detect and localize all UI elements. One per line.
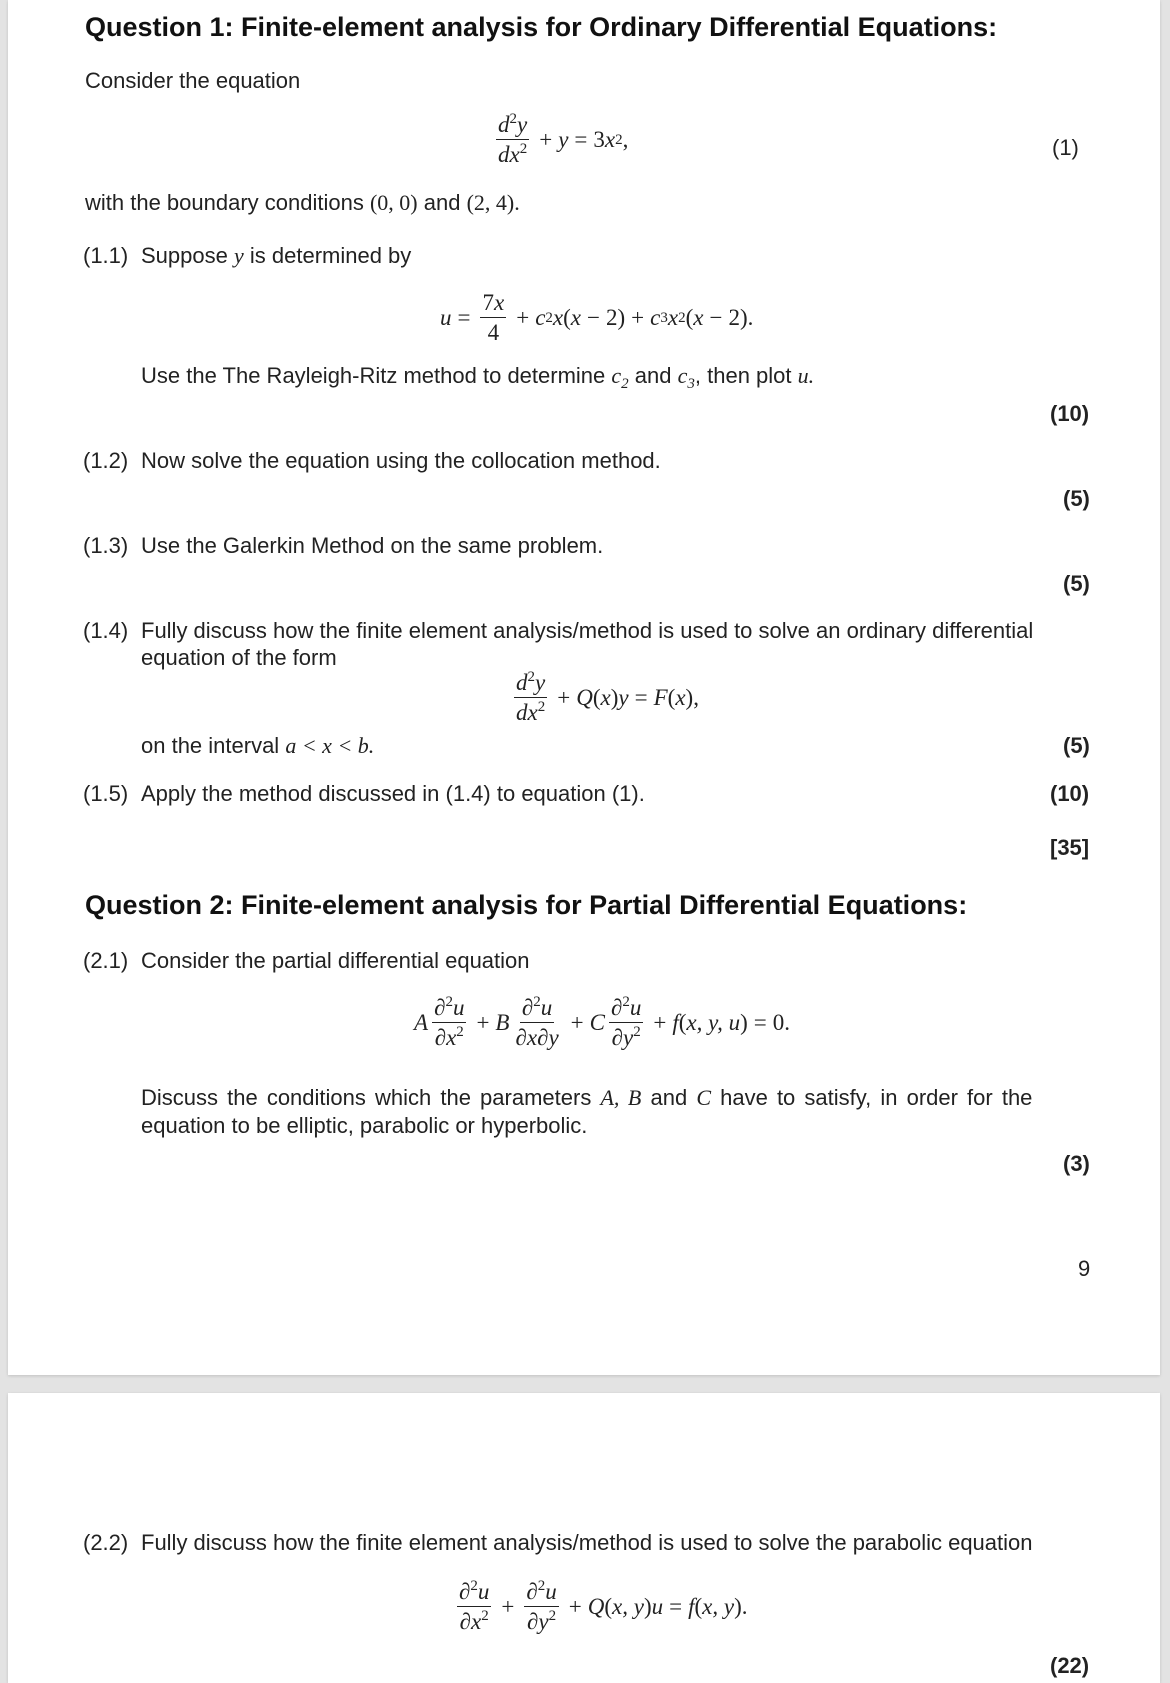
parabolic-equation: $\frac{\partial^2u}{\partial x^2}$ + $\frac{\partial^2u}{\partial y^2}$ + Q ( x, y ) u = f ( x, y ). bbox=[459, 1578, 748, 1635]
part-2-2-label: (2.2) bbox=[83, 1530, 129, 1555]
part-2-2-text: Fully discuss how the finite element analysis/method is used to solve the parabolic equation bbox=[141, 1530, 1033, 1555]
equation-1: $\frac{d^2y}{dx^2}$ + y = 3 x 2 , bbox=[498, 111, 629, 168]
boundary-conditions: with the boundary conditions (0, 0) and (2, 4). bbox=[85, 190, 520, 215]
part-1-4-interval: on the interval a < x < b. bbox=[141, 733, 375, 758]
page-2 bbox=[8, 1393, 1160, 1683]
part-2-1-discuss-line2: equation to be elliptic, parabolic or hyperbolic. bbox=[141, 1113, 588, 1138]
part-1-4-line2: equation of the form bbox=[141, 645, 337, 670]
frac-d2y-dx2-general: $\frac{d^2y}{dx^2}$ bbox=[516, 669, 546, 726]
pde-equation: A $\frac{\partial^2u}{\partial x^2}$ + B $\frac{\partial^2u}{\partial x\partial y}$ + C $\frac{\partial^2u}{\partial y^2}$ + f ( x, y, u ) = 0. bbox=[414, 994, 790, 1051]
part-2-1-marks: (3) bbox=[1063, 1151, 1090, 1176]
page-number: 9 bbox=[1078, 1256, 1091, 1281]
question-1-total: [35] bbox=[1050, 835, 1090, 860]
trial-function-equation: u = $\frac{7x}{4}$ + c 2 x ( x − 2) + c 3 x 2 ( x − 2). bbox=[440, 290, 754, 346]
part-1-3-text: Use the Galerkin Method on the same problem. bbox=[141, 533, 604, 558]
question-2-title: Question 2: Finite-element analysis for Partial Differential Equations: bbox=[85, 890, 968, 920]
general-ode-equation: $\frac{d^2y}{dx^2}$ + Q ( x ) y = F ( x ), bbox=[516, 669, 699, 726]
frac-d2u-dy2-p2: $\frac{\partial^2u}{\partial y^2}$ bbox=[526, 1578, 557, 1635]
part-1-1-instruction: Use the The Rayleigh-Ritz method to determine $c_2$ and $c_3$, then plot u. bbox=[141, 363, 815, 392]
question-1-title: Question 1: Finite-element analysis for Ordinary Differential Equations: bbox=[85, 12, 998, 42]
part-1-2-label: (1.2) bbox=[83, 448, 129, 473]
part-1-4-marks: (5) bbox=[1063, 733, 1090, 758]
frac-d2u-dxdy: $\frac{\partial^2u}{\partial x\partial y}$ bbox=[515, 994, 559, 1051]
part-1-5-text: Apply the method discussed in (1.4) to equation (1). bbox=[141, 781, 645, 806]
part-2-1-label: (2.1) bbox=[83, 948, 129, 973]
part-1-3-label: (1.3) bbox=[83, 533, 129, 558]
part-1-5-label: (1.5) bbox=[83, 781, 129, 806]
frac-d2u-dy2: $\frac{\partial^2u}{\partial y^2}$ bbox=[611, 994, 642, 1051]
part-1-3-marks: (5) bbox=[1063, 571, 1090, 596]
part-1-5-marks: (10) bbox=[1050, 781, 1090, 806]
part-1-1-label: (1.1) bbox=[83, 243, 129, 268]
equation-1-tag: (1) bbox=[1052, 135, 1079, 160]
frac-d2u-dx2-p2: $\frac{\partial^2u}{\partial x^2}$ bbox=[459, 1578, 490, 1635]
part-1-1-text: Suppose y is determined by bbox=[141, 243, 412, 268]
part-1-4-line1: Fully discuss how the finite element analysis/method is used to solve an ordinary differential bbox=[141, 618, 1034, 643]
part-1-1-marks: (10) bbox=[1050, 401, 1090, 426]
part-1-2-text: Now solve the equation using the collocation method. bbox=[141, 448, 661, 473]
part-1-2-marks: (5) bbox=[1063, 486, 1090, 511]
part-1-4-label: (1.4) bbox=[83, 618, 129, 643]
frac-d2u-dx2: $\frac{\partial^2u}{\partial x^2}$ bbox=[434, 994, 465, 1051]
frac-d2y-dx2: $\frac{d^2y}{dx^2}$ bbox=[498, 111, 528, 168]
part-2-1-text: Consider the partial differential equation bbox=[141, 948, 530, 973]
frac-7x-4: $\frac{7x}{4}$ bbox=[482, 290, 505, 346]
part-2-1-discuss-line1: Discuss the conditions which the parameters A, B and C have to satisfy, in order for the bbox=[141, 1085, 1033, 1110]
page-1 bbox=[8, 0, 1160, 1375]
q1-intro: Consider the equation bbox=[85, 68, 301, 93]
part-2-2-marks: (22) bbox=[1050, 1653, 1090, 1678]
